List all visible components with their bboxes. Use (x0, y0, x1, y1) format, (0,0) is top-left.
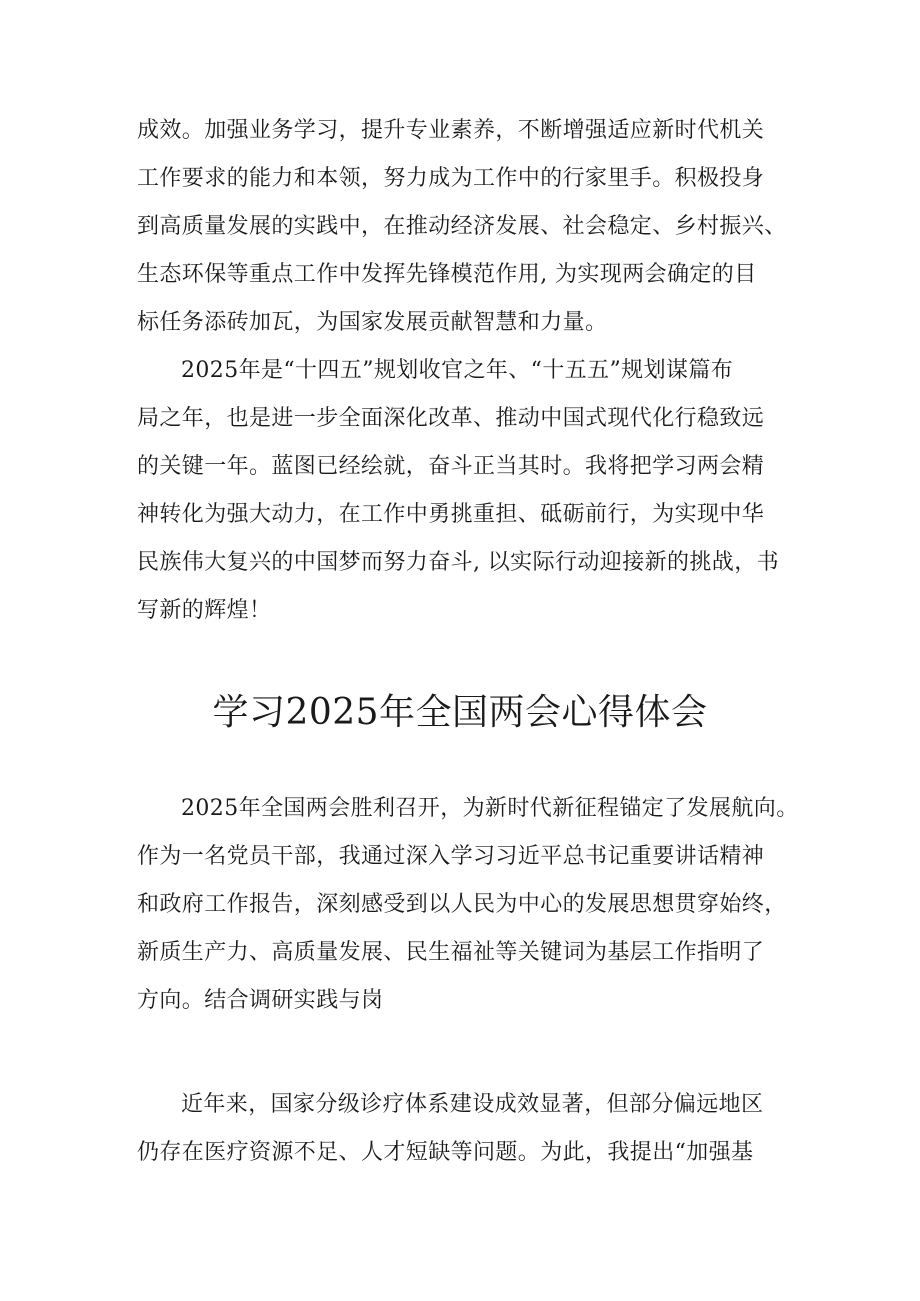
article-title: 学习2025年全国两会心得体会 (212, 692, 708, 733)
text-line: 到高质量发展的实践中，在推动经济发展、社会稳定、乡村振兴、 (137, 214, 787, 239)
text-line: 民族伟大复兴的中国梦而努力奋斗, 以实际行动迎接新的挑战，书 (137, 550, 779, 575)
text-line: 写新的辉煌！ (137, 598, 272, 623)
text-line: 的关键一年。蓝图已经绘就，奋斗正当其时。我将把学习两会精 (137, 454, 765, 479)
text-line: 新质生产力、高质量发展、民生福祉等关键词为基层工作指明了 (137, 940, 765, 965)
text-line: 方向。结合调研实践与岗 (137, 988, 384, 1013)
text-line: 2025年是“十四五”规划收官之年、“十五五”规划谋篇布 (181, 358, 734, 383)
text-line: 仍存在医疗资源不足、人才短缺等问题。为此，我提出“加强基 (137, 1140, 754, 1165)
text-line: 近年来，国家分级诊疗体系建设成效显著，但部分偏远地区 (181, 1092, 764, 1117)
text-line: 标任务添砖加瓦，为国家发展贡献智慧和力量。 (137, 310, 608, 335)
text-line: 作为一名党员干部，我通过深入学习习近平总书记重要讲话精神 (137, 844, 765, 869)
text-line: 局之年，也是进一步全面深化改革、推动中国式现代化行稳致远 (137, 406, 765, 431)
text-line: 2025年全国两会胜利召开，为新时代新征程锚定了发展航向。 (181, 796, 799, 821)
text-line: 成效。加强业务学习，提升专业素养，不断增强适应新时代机关 (137, 118, 765, 143)
text-line: 和政府工作报告，深刻感受到以人民为中心的发展思想贯穿始终， (137, 892, 787, 917)
text-line: 工作要求的能力和本领，努力成为工作中的行家里手。积极投身 (137, 166, 765, 191)
text-line: 神转化为强大动力，在工作中勇挑重担、砥砺前行，为实现中华 (137, 502, 765, 527)
text-line: 生态环保等重点工作中发挥先锋模范作用, 为实现两会确定的目 (137, 262, 757, 287)
